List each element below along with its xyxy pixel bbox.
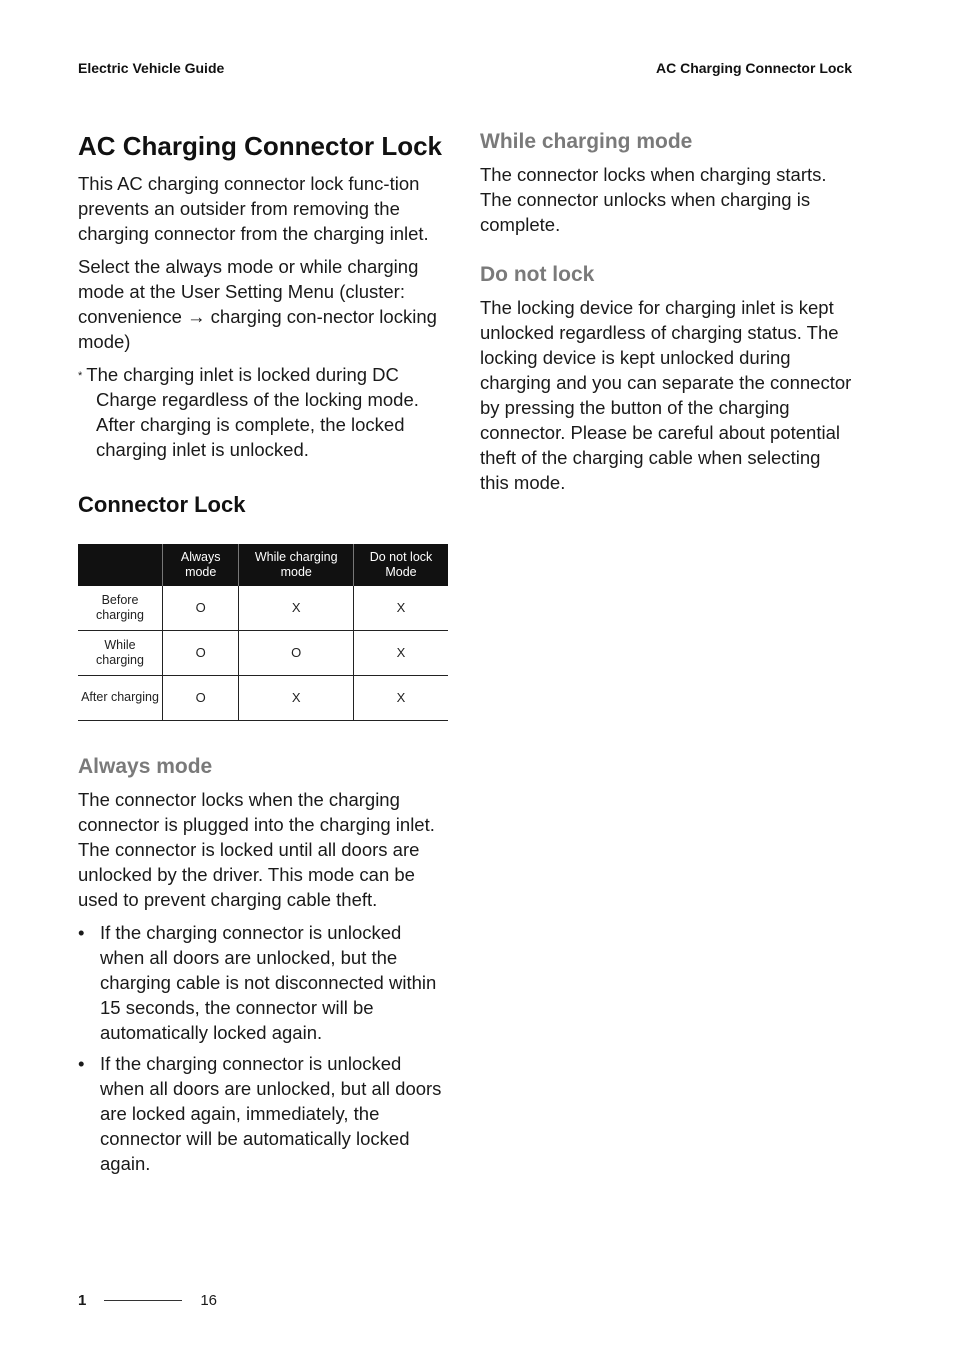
table-cell: X (354, 630, 448, 675)
section-number: 1 (78, 1292, 87, 1309)
page-number: 16 (200, 1292, 218, 1309)
running-header-right: AC Charging Connector Lock (655, 60, 852, 76)
row-header: Before charging (78, 586, 163, 631)
bullet-mark: • (78, 1052, 85, 1074)
while-charging-paragraph: The connector locks when charging starts. The connector unlocks when charging is complete. (480, 164, 827, 235)
table-cell: X (239, 586, 354, 631)
footnote (78, 362, 448, 462)
column-header-always: Always mode (163, 544, 239, 586)
connector-lock-table (78, 544, 448, 721)
always-mode-paragraph: The connector locks when the charging connector is plugged into the charging inlet. The connector is locked until all doors are unlocked by the driver. This mode can be used to prevent charging cable theft. (78, 788, 435, 910)
do-not-lock-heading: Do not lock (480, 263, 595, 286)
list-item (78, 1051, 448, 1176)
table-cell: O (163, 586, 239, 631)
table-cell: O (239, 630, 354, 675)
list-item-text: If the charging connector is unlocked when all doors are unlocked, but all doors are locked again, immediately, the connector will be automatically locked again. (100, 1052, 442, 1174)
left-column (78, 130, 448, 1182)
bullet-mark: • (78, 921, 85, 943)
always-mode-bullet-list (78, 920, 448, 1176)
table-cell: X (354, 586, 448, 631)
footnote-mark: * (78, 369, 83, 382)
column-header-while-charging: While charging mode (239, 544, 354, 586)
select-mode-paragraph: Select the always mode or while charging mode at the User Setting Menu (cluster: convenience → charging con-nector locking mode) (78, 255, 437, 352)
page-footer (78, 1292, 217, 1309)
do-not-lock-paragraph: The locking device for charging inlet is kept unlocked regardless of charging status. The locking device is kept unlocked during charging and you can separate the connector by pressing the button of the charging connector. Please be careful about potential theft of the charging cable when selecting this mode. (480, 297, 852, 493)
list-item (78, 920, 448, 1045)
intro-paragraph: This AC charging connector lock func-tion prevents an outsider from removing the charging connector from the charging inlet. (78, 172, 429, 244)
while-charging-heading: While charging mode (480, 130, 693, 153)
footer-divider (104, 1300, 182, 1301)
table-cell: X (354, 675, 448, 720)
right-column (480, 130, 852, 503)
running-header-left: Electric Vehicle Guide (78, 60, 225, 76)
always-mode-heading: Always mode (78, 754, 213, 778)
row-header: While charging (78, 630, 163, 675)
table-cell: X (239, 675, 354, 720)
row-header: After charging (78, 675, 163, 720)
table-corner-cell (78, 544, 163, 586)
table-header-row (78, 544, 448, 586)
page-title: AC Charging Connector Lock (78, 131, 443, 161)
table-cell: O (163, 630, 239, 675)
table-row (78, 630, 448, 675)
table-row (78, 586, 448, 631)
connector-lock-heading: Connector Lock (78, 491, 246, 517)
footnote-text: The charging inlet is locked during DC Charge regardless of the locking mode. After charging is complete, the locked charging inlet is unlocked. (86, 363, 419, 460)
table-cell: O (163, 675, 239, 720)
table-row (78, 675, 448, 720)
column-header-do-not-lock: Do not lock Mode (354, 544, 448, 586)
list-item-text: If the charging connector is unlocked when all doors are unlocked, but the charging cable is not disconnected within 15 seconds, the connector will be automatically locked again. (100, 921, 437, 1043)
